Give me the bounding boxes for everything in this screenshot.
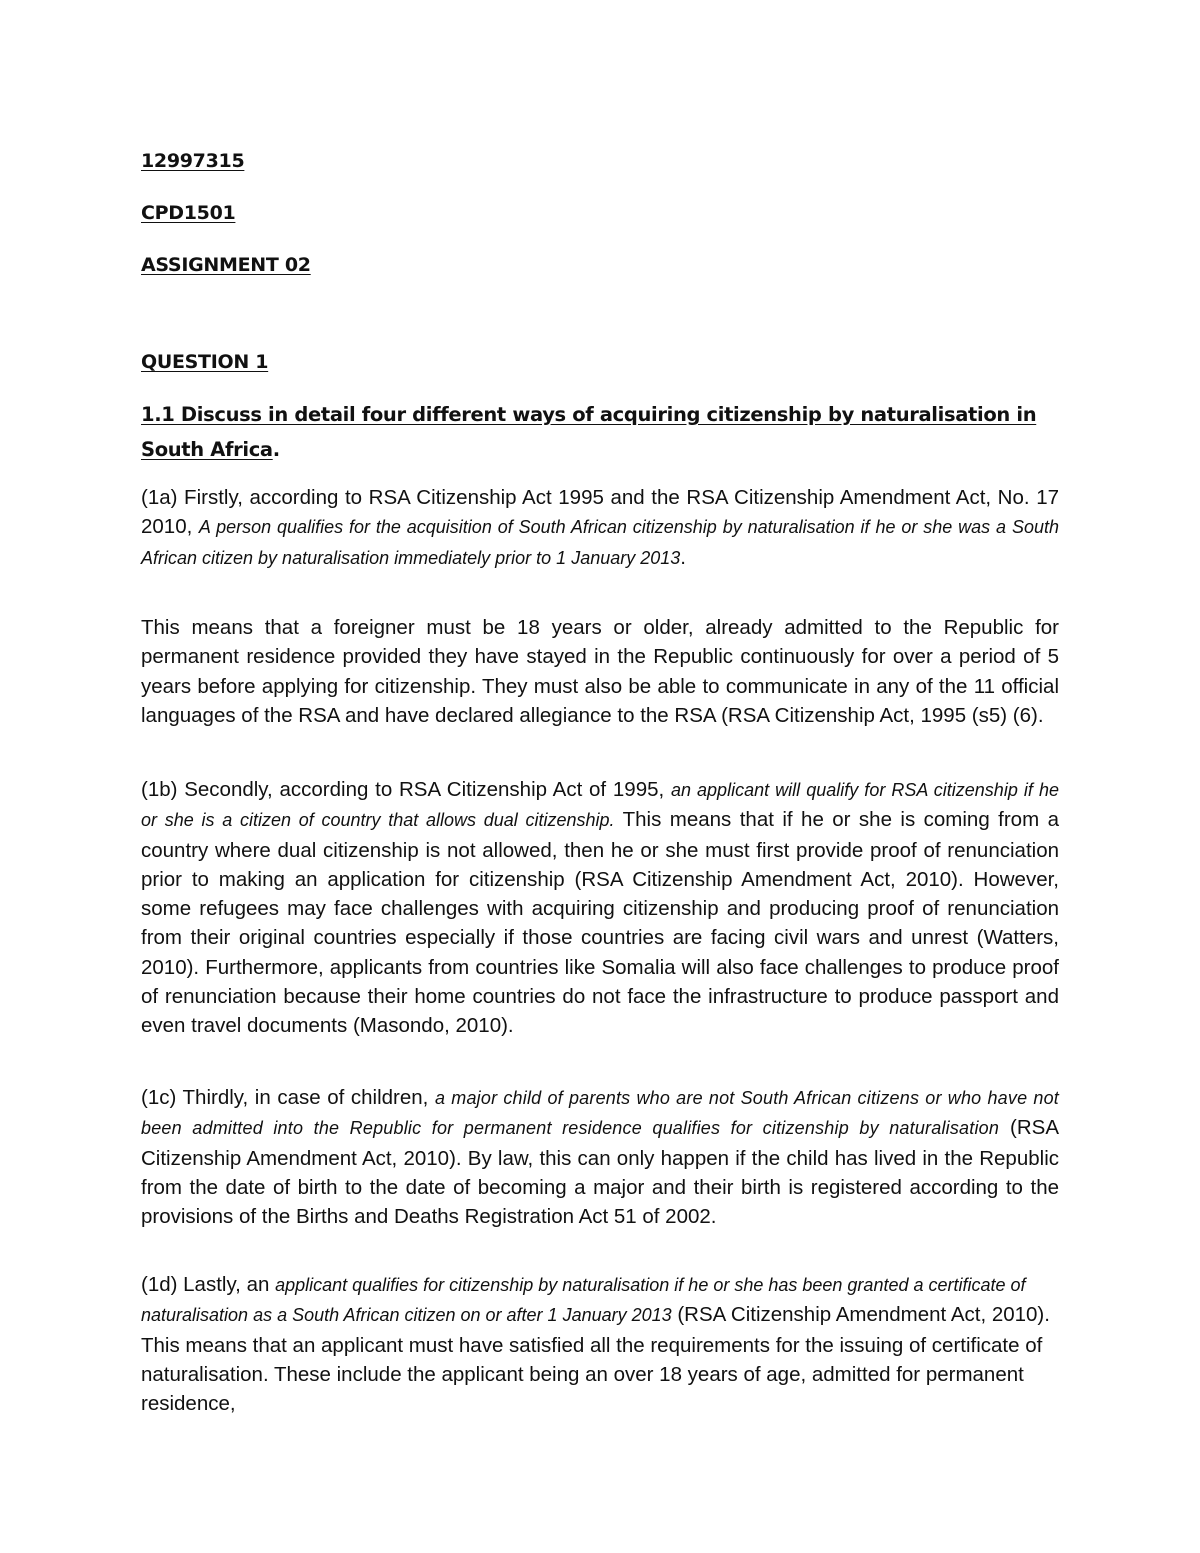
paragraph-1c-lead: (1c) Thirdly, in case of children,: [141, 1086, 435, 1109]
paragraph-1d-rest: (RSA Citizenship Amendment Act, 2010). This means that an applicant must have satisfied all the requirements for the issuing of certificate of naturalisation. These include the applicant being an over 18 years of age, admitted for permanent residence,: [141, 1303, 1050, 1416]
question-heading: QUESTION 1: [141, 351, 269, 373]
question-title-end: .: [272, 438, 280, 461]
paragraph-1d-quote: applicant qualifies for citizenship by naturalisation if he or she has been granted a certificate of naturalisation as a South African citizen on or after 1 January 2013: [141, 1275, 1026, 1326]
paragraph-1b-rest: This means that if he or she is coming from a country where dual citizenship is not allowed, then he or she must first provide proof of renunciation prior to making an application for citizenship (RSA Citizenship Amendment Act, 2010). However, some refugees may face challenges with acquiring citizenship and producing proof of renunciation from their original countries especially if those countries are facing civil wars and unrest (Watters, 2010). Furthermore, applicants from countries like Somalia will also face challenges to produce proof of renunciation because their home countries do not face the infrastructure to produce passport and even travel documents (Masondo, 2010).: [141, 808, 1059, 1038]
module-code: CPD1501: [141, 202, 236, 224]
paragraph-1a: [141, 483, 1059, 573]
assignment-title: ASSIGNMENT 02: [141, 254, 311, 276]
student-number: 12997315: [141, 150, 245, 172]
paragraph-1a-lead: (1a) Firstly, according to RSA Citizenship Act 1995 and the RSA Citizenship Amendment Act, No. 17 2010,: [141, 486, 1059, 539]
paragraph-1c-rest: (RSA Citizenship Amendment Act, 2010). By law, this can only happen if the child has lived in the Republic from the date of birth to the date of becoming a major and their birth is registered according to the provisions of the Births and Deaths Registration Act 51 of 2002.: [141, 1116, 1059, 1229]
paragraph-1a-quote: A person qualifies for the acquisition of South African citizenship by naturalisation if he or she was a South African citizen by naturalisation immediately prior to 1 January 2013: [141, 517, 1059, 568]
question-title-text: 1.1 Discuss in detail four different ways of acquiring citizenship by naturalisation in South Africa: [141, 403, 1037, 461]
paragraph-1c-quote: a major child of parents who are not South African citizens or who have not been admitted into the Republic for permanent residence qualifies for citizenship by naturalisation: [141, 1088, 1059, 1139]
paragraph-1c: [141, 1083, 1059, 1231]
document-page: [141, 0, 1059, 1553]
paragraph-1d: [141, 1270, 1059, 1418]
paragraph-1a-explanation: This means that a foreigner must be 18 years or older, already admitted to the Republic for permanent residence provided they have stayed in the Republic continuously for over a period of 5 years before applying for citizenship. They must also be able to communicate in any of the 11 official languages of the RSA and have declared allegiance to the RSA (RSA Citizenship Act, 1995 (s5) (6).: [141, 616, 1059, 727]
paragraph-1b-lead: (1b) Secondly, according to RSA Citizenship Act of 1995,: [141, 778, 671, 801]
paragraph-1b-quote: an applicant will qualify for RSA citizenship if he or she is a citizen of country that allows dual citizenship.: [141, 780, 1059, 831]
paragraph-1a-end: .: [680, 545, 686, 569]
paragraph-1d-lead: (1d) Lastly, an: [141, 1273, 276, 1296]
paragraph-1b: [141, 775, 1059, 1041]
question-title: [141, 397, 1059, 467]
